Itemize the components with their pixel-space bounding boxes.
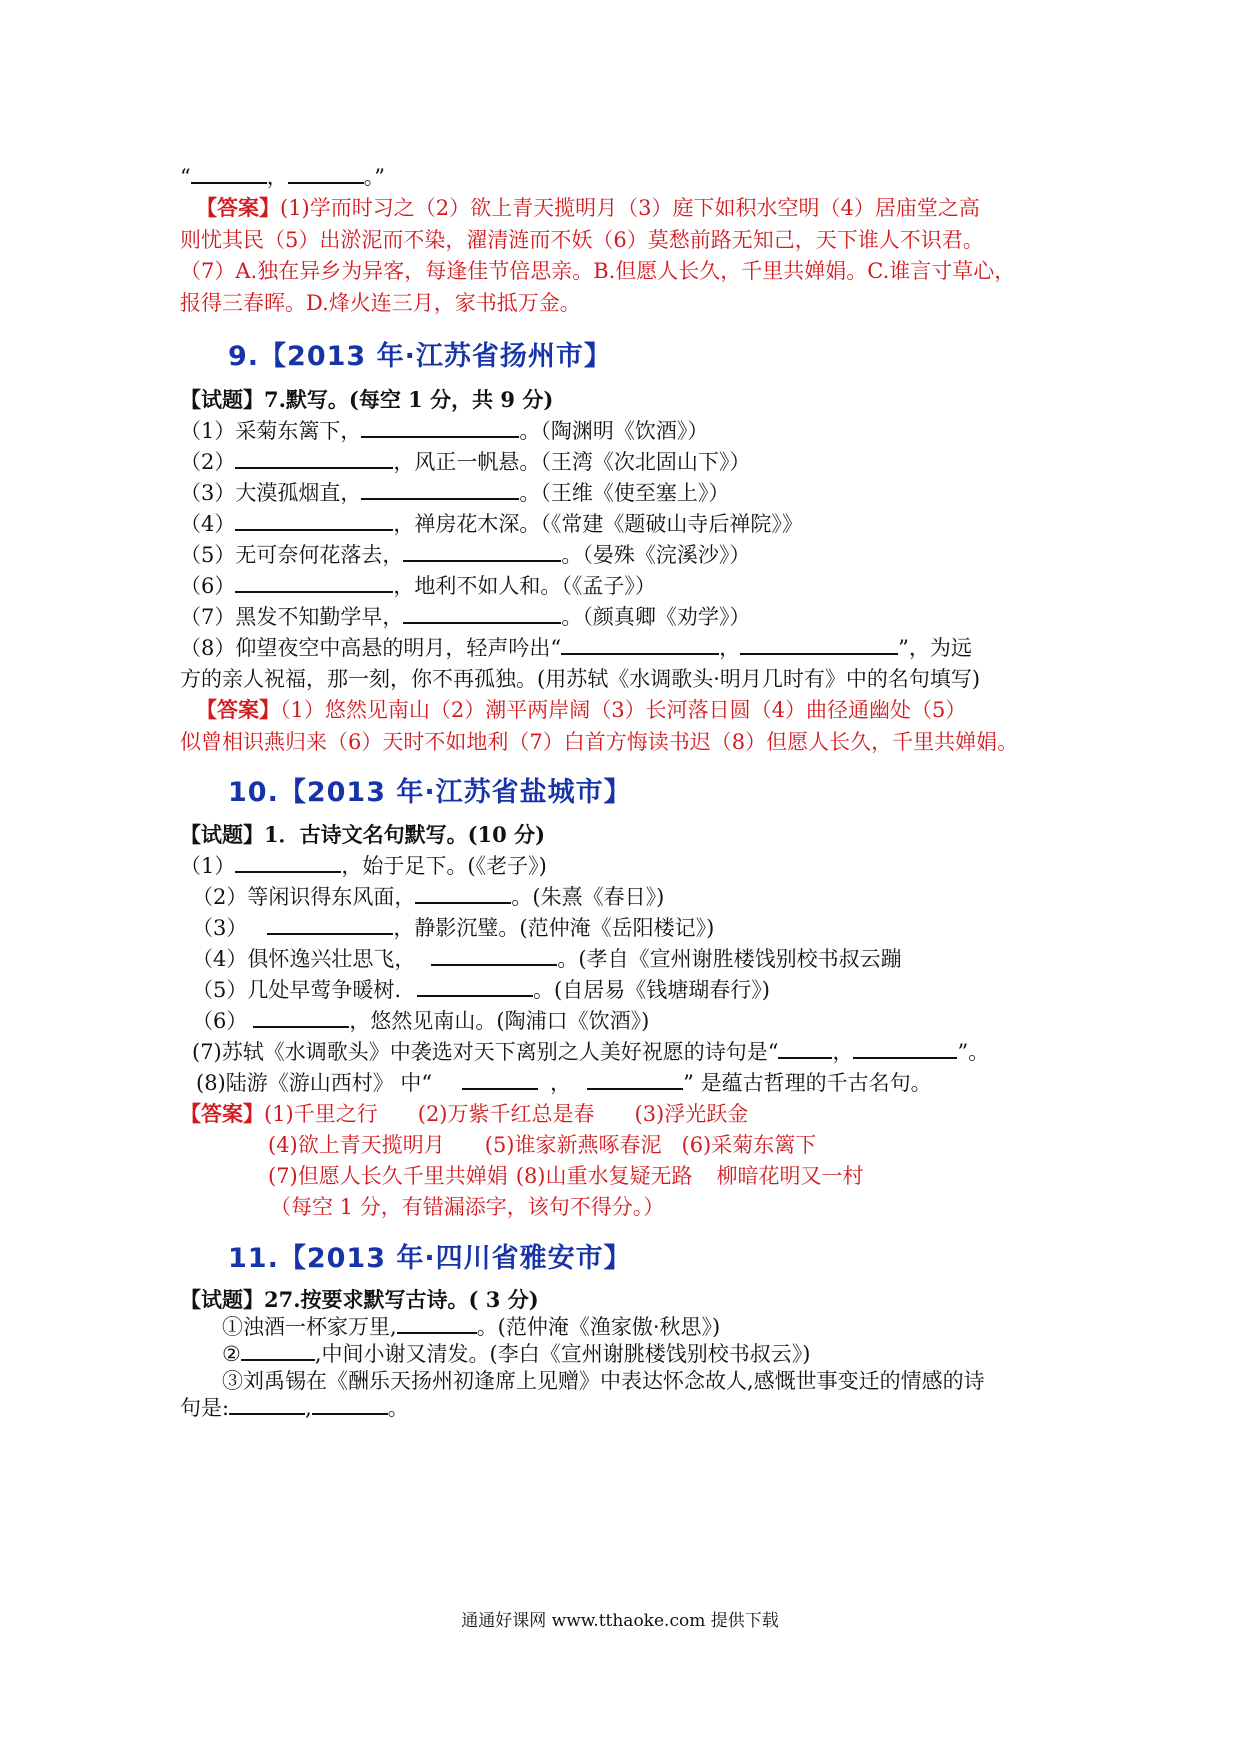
s11-q1: ①浊酒一杯家万里, 。(范仲淹《渔家傲·秋思》) [222, 1312, 720, 1342]
blank[interactable] [267, 913, 393, 935]
s9-q8-cont: 方的亲人祝福，那一刻，你不再孤独。(用苏轼《水调歌头·明月几时有》中的名句填写) [180, 667, 981, 691]
blank[interactable] [253, 1006, 349, 1028]
s11-question: 【试题】27.按要求默写古诗。( 3 分) [180, 1287, 539, 1312]
blank[interactable] [235, 509, 393, 531]
blank[interactable] [561, 633, 719, 655]
blank[interactable] [740, 633, 898, 655]
s9-q1: （1）采菊东篱下， 。（陶渊明《饮酒》） [180, 416, 708, 446]
s11-q2: ② ,中间小谢又清发。(李白《宣州谢朓楼饯别校书叔云》) [222, 1339, 810, 1369]
s9-heading: 9.【2013 年·江苏省扬州市】 [228, 341, 612, 372]
s10-answer-line1: 【答案】(1)千里之行 (2)万紫千红总是春 (3)浮光跃金 [180, 1101, 749, 1126]
s10-answer-line3: (7)但愿人长久千里共婵娟 (8)山重水复疑无路 柳暗花明又一村 [268, 1164, 864, 1188]
blank[interactable] [288, 162, 364, 184]
blank[interactable] [853, 1037, 957, 1059]
s9-q4: （4） ，禅房花木深。（《常建《题破山寺后禅院》》 [180, 509, 803, 539]
blank[interactable] [417, 975, 533, 997]
blank[interactable] [312, 1393, 388, 1415]
blank[interactable] [235, 571, 393, 593]
s10-q5: （5）几处早莺争暖树. 。(自居易《钱塘瑚春行》) [192, 975, 770, 1005]
blank[interactable] [415, 882, 511, 904]
s8-answer-line4: 报得三春晖。D.烽火连三月，家书抵万金。 [180, 291, 581, 315]
s11-heading: 11.【2013 年·四川省雅安市】 [228, 1243, 632, 1274]
s10-heading: 10.【2013 年·江苏省盐城市】 [228, 777, 632, 808]
s9-answer-line2: 似曾相识燕归来（6）天时不如地利（7）白首方悔读书迟（8）但愿人长久，千里共婵娟。 [180, 730, 1019, 754]
blank[interactable] [191, 162, 267, 184]
page-footer: 通通好课网 www.tthaoke.com 提供下载 [461, 1611, 779, 1631]
s9-question: 【试题】7.默写。(每空 1 分，共 9 分) [180, 387, 554, 412]
s10-q3: （3） ，静影沉璧。(范仲淹《岳阳楼记》) [192, 913, 714, 943]
blank[interactable] [587, 1068, 683, 1090]
blank[interactable] [361, 416, 519, 438]
s10-q2: （2）等闲识得东风面， 。(朱熹《春日》) [192, 882, 664, 912]
s10-q7: (7)苏轼《水调歌头》中袭选对天下离别之人美好祝愿的诗句是“ ， ”。 [192, 1037, 989, 1067]
s10-question: 【试题】1．古诗文名句默写。(10 分) [180, 822, 546, 847]
s9-q7: （7）黑发不知勤学早， 。（颜真卿《劝学》） [180, 602, 750, 632]
s11-q3-cont: 句是: , 。 [180, 1393, 409, 1423]
blank[interactable] [403, 540, 561, 562]
s10-q1: （1） ，始于足下。(《老子》) [180, 851, 547, 881]
s8-answer-line3: （7）A.独在异乡为异客，每逢佳节倍思亲。B.但愿人长久，千里共婵娟。C.谁言寸草心， [180, 259, 1016, 283]
s8-answer-line1: 【答案】(1)学而时习之（2）欲上青天揽明月（3）庭下如积水空明（4）居庙堂之高 [196, 195, 980, 220]
s9-q8: （8）仰望夜空中高悬的明月，轻声吟出“ ， ”，为远 [180, 633, 972, 663]
s10-answer-line2: (4)欲上青天揽明月 (5)谁家新燕啄春泥 (6)采菊东篱下 [268, 1133, 817, 1157]
blank[interactable] [431, 944, 557, 966]
blank[interactable] [235, 447, 393, 469]
s8-answer-line2: 则忧其民（5）出淤泥而不染，濯清涟而不妖（6）莫愁前路无知己，天下谁人不识君。 [180, 228, 984, 252]
blank[interactable] [462, 1068, 538, 1090]
blank[interactable] [229, 1393, 305, 1415]
blank[interactable] [235, 851, 341, 873]
s8-top-line: “ ， 。” [180, 162, 385, 192]
s9-answer-line1: 【答案】（1）悠然见南山（2）潮平两岸阔（3）长河落日圆（4）曲径通幽处（5） [196, 697, 967, 722]
s9-q5: （5）无可奈何花落去， 。（晏殊《浣溪沙》） [180, 540, 750, 570]
s10-q4: （4）俱怀逸兴壮思飞， 。(孝自《宣州谢胜楼饯别校书叔云蹦 [192, 944, 902, 974]
s10-answer-note: （每空 1 分，有错漏添字，该句不得分。） [270, 1195, 665, 1219]
s9-q3: （3）大漠孤烟直， 。（王维《使至塞上》） [180, 478, 729, 508]
s10-q8: (8)陆游《游山西村》 中“ ， ” 是蕴古哲理的千古名句。 [196, 1068, 932, 1098]
blank[interactable] [361, 478, 519, 500]
s11-q3: ③刘禹锡在《酬乐天扬州初逢席上见赠》中表达怀念故人,感慨世事变迁的情感的诗 [222, 1369, 985, 1393]
s10-q6: （6） ，悠然见南山。(陶浦口《饮酒》) [192, 1006, 649, 1036]
blank[interactable] [241, 1339, 315, 1361]
blank[interactable] [403, 602, 561, 624]
s9-q2: （2） ，风正一帆悬。（王湾《次北固山下》） [180, 447, 750, 477]
blank[interactable] [778, 1037, 832, 1059]
s9-q6: （6） ，地利不如人和。（《孟子》） [180, 571, 656, 601]
blank[interactable] [397, 1312, 477, 1334]
